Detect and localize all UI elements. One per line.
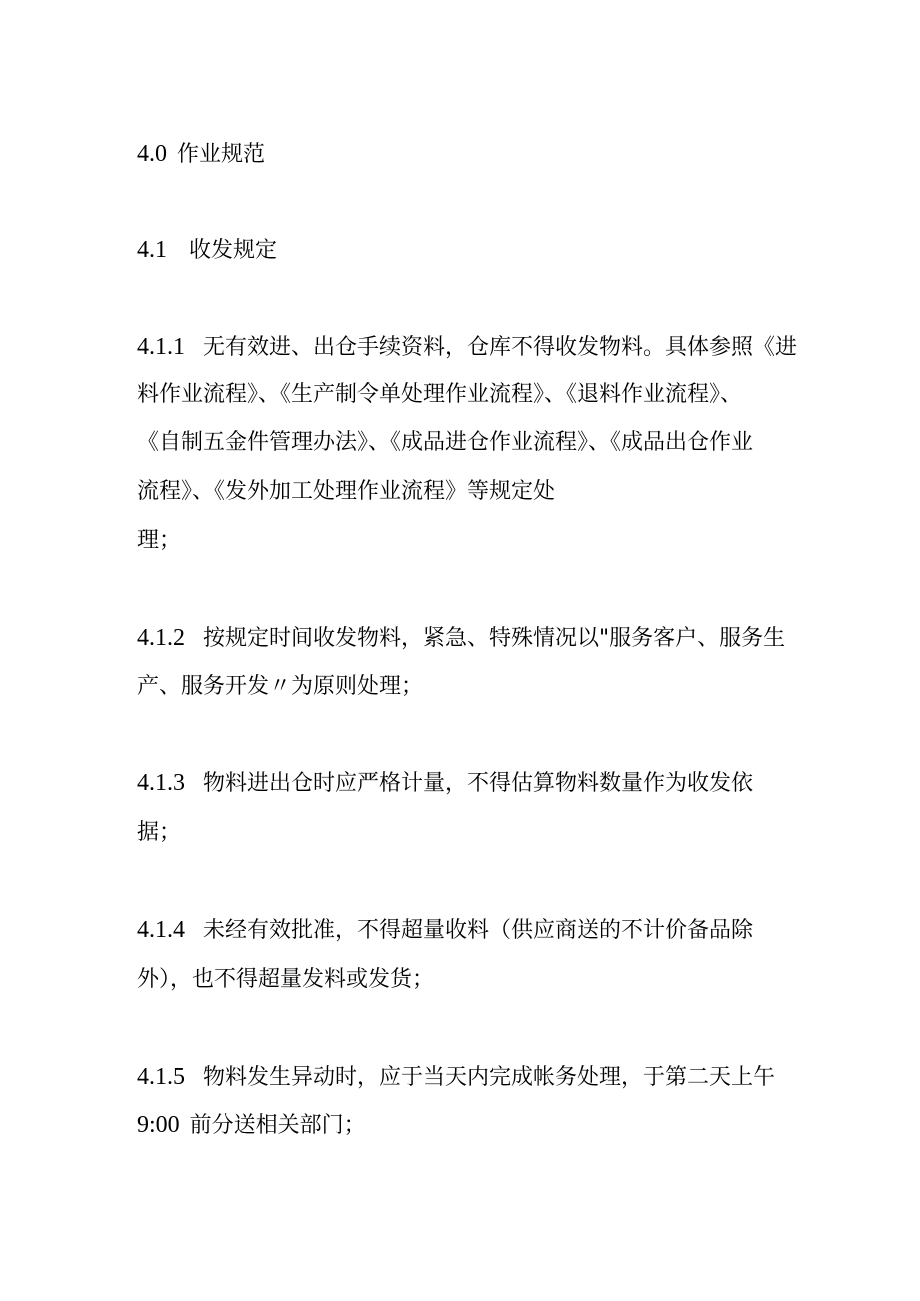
- clause-text: 按规定时间收发物料，紧急、特殊情况以"服务客户、服务生: [203, 626, 786, 651]
- clause-number: 4.1.4: [137, 917, 185, 943]
- clause-text: 未经有效批准，不得超量收料（供应商送的不计价备品除: [203, 918, 754, 943]
- subsection-heading: [137, 235, 277, 266]
- clause-4-1-1-line-4: 流程》、《发外加工处理作业流程》等规定处: [137, 479, 556, 504]
- clause-number: 4.1.3: [137, 770, 185, 796]
- time-value: 9:00: [137, 1112, 180, 1138]
- clause-4-1-4-line-2: 外），也不得超量发料或发货；: [137, 967, 435, 992]
- clause-4-1-4-line-1: [137, 915, 753, 946]
- section-heading: [137, 139, 265, 170]
- clause-text: 物料发生异动时，应于当天内完成帐务处理，于第二天上午: [203, 1065, 776, 1090]
- clause-4-1-1-line-5: 理；: [137, 528, 182, 553]
- subsection-number: 4.1: [137, 237, 167, 263]
- clause-4-1-3-line-1: [137, 768, 753, 799]
- clause-4-1-1-line-1: [137, 332, 797, 363]
- section-number: 4.0: [137, 141, 167, 167]
- clause-4-1-1-line-3: 《自制五金件管理办法》、《成品进仓作业流程》、《成品出仓作业: [137, 430, 754, 455]
- clause-4-1-3-line-2: 据；: [137, 820, 182, 845]
- clause-4-1-1-line-2: 料作业流程》、《生产制令单处理作业流程》、《退料作业流程》、: [137, 382, 743, 407]
- clause-text: 无有效进、出仓手续资料，仓库不得收发物料。具体参照《进: [203, 335, 798, 360]
- clause-number: 4.1.1: [137, 334, 185, 360]
- clause-text: 物料进出仓时应严格计量，不得估算物料数量作为收发依: [203, 771, 754, 796]
- subsection-title: 收发规定: [189, 238, 278, 263]
- clause-4-1-5-line-1: [137, 1062, 775, 1093]
- clause-4-1-2-line-1: [137, 623, 785, 654]
- clause-text: 前分送相关部门；: [189, 1113, 366, 1138]
- clause-number: 4.1.2: [137, 625, 185, 651]
- clause-number: 4.1.5: [137, 1064, 185, 1090]
- section-title: 作业规范: [177, 142, 266, 167]
- clause-4-1-2-line-2: 产、服务开发〃为原则处理；: [137, 674, 424, 699]
- clause-4-1-5-line-2: [137, 1110, 366, 1141]
